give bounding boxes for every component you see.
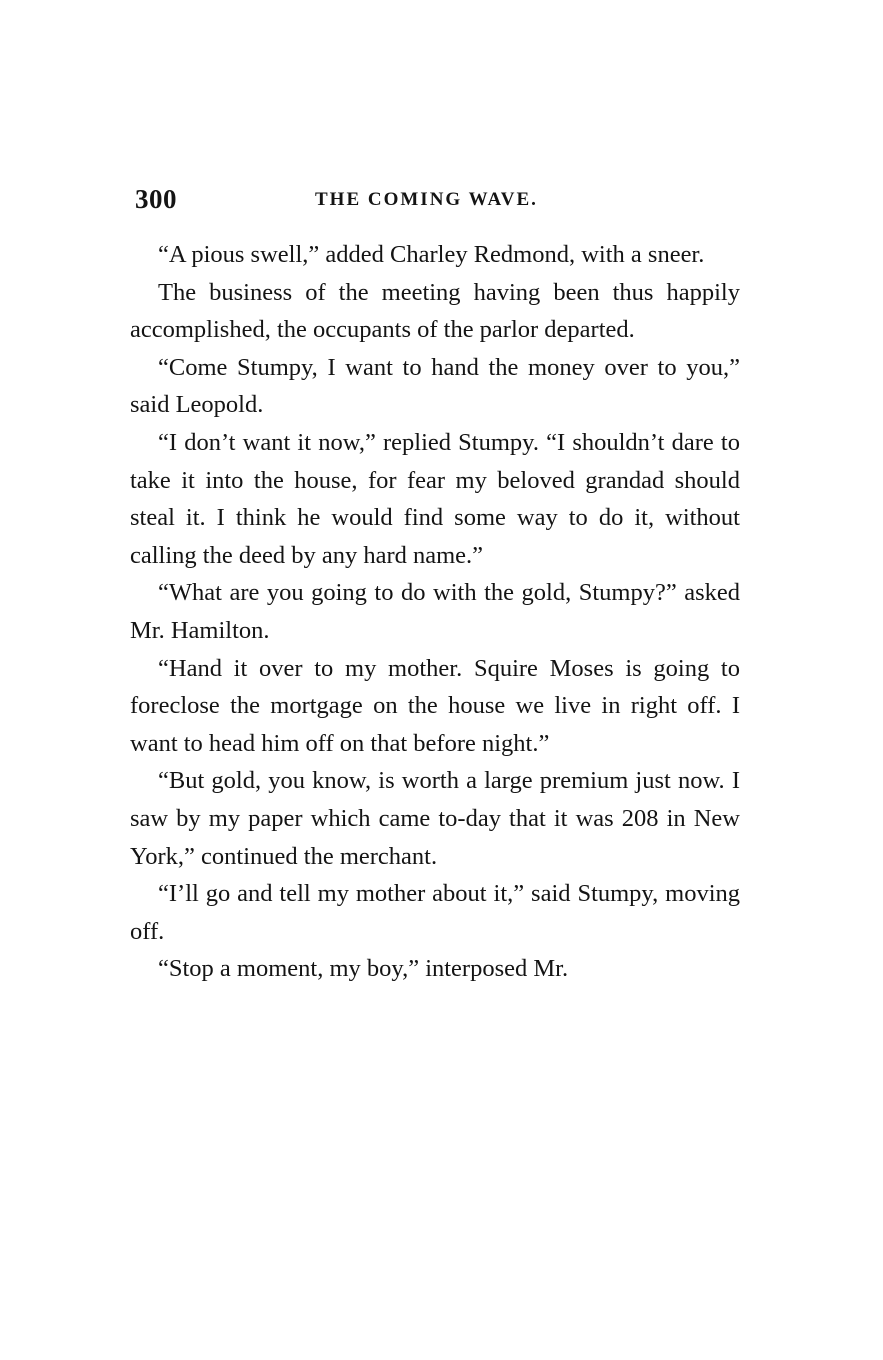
running-head xyxy=(135,184,742,218)
body-text xyxy=(130,236,740,988)
paragraph: “A pious swell,” added Charley Redmond, with a sneer. xyxy=(158,241,705,268)
paragraph: “Hand it over to my mother. Squire Moses is going to foreclose the mortgage on the house we live in right off. I want to head him off on that before night.” xyxy=(130,654,740,757)
page-number: 300 xyxy=(135,184,177,214)
paragraph: “What are you going to do with the gold, Stumpy?” asked Mr. Hamilton. xyxy=(130,579,740,644)
running-title: THE COMING WAVE. xyxy=(315,189,538,210)
paragraph: “But gold, you know, is worth a large premium just now. I saw by my paper which came to-day that it was 208 in New York,” continued the merchant. xyxy=(130,767,740,870)
paragraph: “Stop a moment, my boy,” interposed Mr. xyxy=(158,955,569,983)
paragraph: “I’ll go and tell my mother about it,” said Stumpy, moving off. xyxy=(130,880,740,945)
paragraph: “Come Stumpy, I want to hand the money over to you,” said Leopold. xyxy=(130,353,740,419)
paragraph: The business of the meeting having been thus happily accomplished, the occupants of the parlor departed. xyxy=(130,278,740,344)
paragraph: “I don’t want it now,” replied Stumpy. “I shouldn’t dare to take it into the house, for fear my beloved grandad should steal it. I think he would find some way to do it, without calling the deed by any hard name.” xyxy=(130,428,740,569)
